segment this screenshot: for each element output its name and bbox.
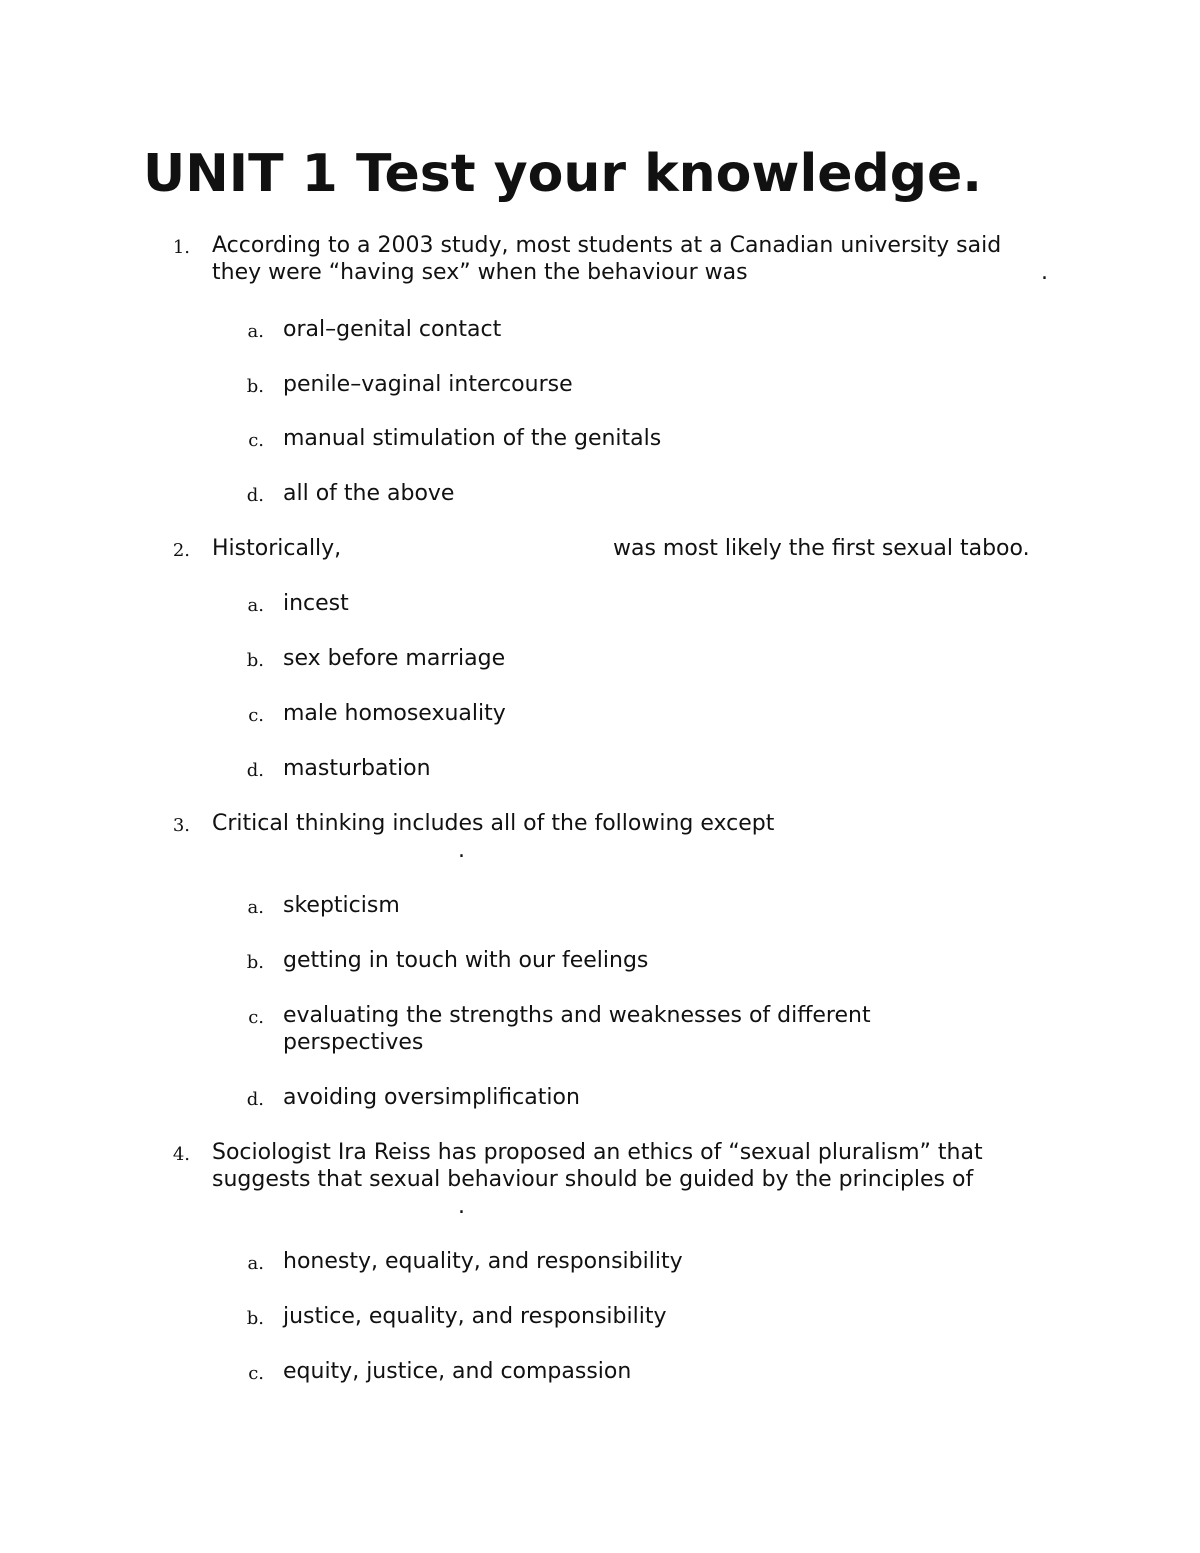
option-text: manual stimulation of the genitals [283, 426, 662, 451]
option-text: oral–genital contact [283, 317, 502, 342]
option-letter: d. [246, 1089, 264, 1110]
option-letter: a. [247, 321, 264, 342]
option-text: male homosexuality [283, 701, 506, 726]
option-text: all of the above [283, 481, 455, 506]
question-line-with-blank [212, 837, 1082, 864]
option-letter: b. [246, 650, 264, 671]
option-letter: c. [248, 705, 264, 726]
question-line: Critical thinking includes all of the following except [212, 811, 775, 836]
option-letter: a. [247, 1253, 264, 1274]
page-title: UNIT 1 Test your knowledge. [143, 144, 983, 204]
option-text: penile–vaginal intercourse [283, 372, 573, 397]
blank-period: . [458, 1194, 465, 1219]
option-text-line: evaluating the strengths and weaknesses of different [283, 1003, 871, 1028]
option-text-line: perspectives [283, 1030, 424, 1055]
option-text: skepticism [283, 893, 400, 918]
option-text: justice, equality, and responsibility [283, 1304, 667, 1329]
question-number: 3. [172, 815, 190, 836]
option-text: equity, justice, and compassion [283, 1359, 632, 1384]
option-letter: d. [246, 485, 264, 506]
option-text: incest [283, 591, 349, 616]
question-number: 1. [172, 237, 190, 258]
option-text: avoiding oversimplification [283, 1085, 580, 1110]
question-line-with-blank [212, 259, 1082, 286]
option-letter: a. [247, 897, 264, 918]
question-line: According to a 2003 study, most students at a Canadian university said [212, 233, 1002, 258]
question-text [212, 810, 1082, 864]
option-text [283, 1002, 1063, 1056]
option-letter: a. [247, 595, 264, 616]
question-line-text: Historically, [212, 536, 342, 561]
blank-period: . [1041, 260, 1048, 285]
option-letter: b. [246, 376, 264, 397]
question-text [212, 232, 1082, 286]
question-line-with-blank [212, 535, 1082, 562]
question-line: suggests that sexual behaviour should be guided by the principles of [212, 1167, 974, 1192]
option-letter: d. [246, 760, 264, 781]
question-line-with-blank [212, 1193, 1082, 1220]
question-number: 2. [172, 540, 190, 561]
question-text [212, 535, 1082, 562]
question-number: 4. [172, 1144, 190, 1165]
question-line-text-after-blank: was most likely the first sexual taboo. [613, 536, 1030, 561]
blank-period: . [458, 838, 465, 863]
option-letter: c. [248, 430, 264, 451]
option-text: honesty, equality, and responsibility [283, 1249, 683, 1274]
option-letter: b. [246, 952, 264, 973]
question-line: Sociologist Ira Reiss has proposed an ethics of “sexual pluralism” that [212, 1140, 983, 1165]
option-text: getting in touch with our feelings [283, 948, 649, 973]
option-text: masturbation [283, 756, 431, 781]
option-letter: b. [246, 1308, 264, 1329]
question-text [212, 1139, 1082, 1220]
option-text: sex before marriage [283, 646, 506, 671]
option-letter: c. [248, 1007, 264, 1028]
question-line-text: they were “having sex” when the behaviour was [212, 260, 748, 285]
option-letter: c. [248, 1363, 264, 1384]
